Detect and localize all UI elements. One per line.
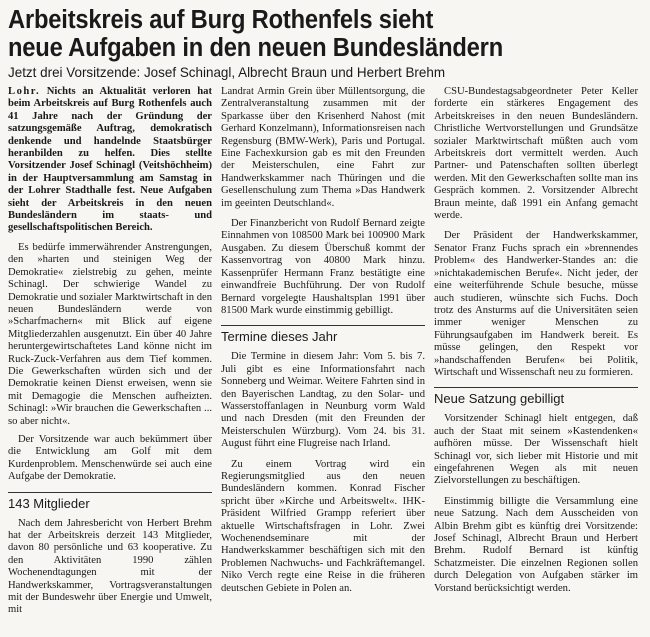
headline-line-2: neue Aufgaben in den neuen Bundesländern — [8, 34, 504, 62]
paragraph: Einstimmig billigte die Versammlung eine neue Satzung. Nach dem Ausscheiden von Albin Brehm gibt es künftig drei Vorsitzende: Josef Schinagl, Albrecht Braun und Herbert Brehm. Rudolf Bernard ist künftig Schatzmeister. Die einzelnen Regionen sollen durch Delegation von Aufgaben stärker im Vorstand berücksichtigt werden. — [434, 495, 638, 594]
section-heading: Neue Satzung gebilligt — [434, 387, 638, 407]
section-heading: 143 Mitglieder — [8, 492, 212, 512]
paragraph: Es bedürfe immerwährender Anstrengungen, den »harten und steinigen Weg der Demokratie« zielstrebig zu gehen, meinte Schinagl. Der schwierige Wandel zu Demokratie und sozialer Marktwirtschaft in den neuen Bundesländern werde von »Scharfmachern« mit Blick auf eigene Mitgliederzahlen ausgenutzt. Ein über 40 Jahre heruntergewirtschaftetes Land könne nicht im Ruck-Zuck-Verfahren aus dem Tief kommen. Die Gewerkschaften würden sich und der Demokratie keinen Dienst erweisen, wenn sie mit Demagogie die Menschen aufheizten. Schinagl: »Wir brauchen die Gewerkschaften ... so aber nicht«. — [8, 241, 212, 427]
paragraph: Der Finanzbericht von Rudolf Bernard zeigte Einnahmen von 108500 Mark bei 100900 Mark Ausgaben. Zu diesem Überschuß kommt der Kassenvortrag von 40800 Mark hinzu. Kassenprüfer Hermann Franz bestätigte eine einwandfreie Buchführung. Der von Rudolf Bernard vorgelegte Haushaltsplan 1991 über 81500 Mark wurde einstimmig gebilligt. — [221, 218, 425, 316]
section-heading: Termine dieses Jahr — [221, 325, 425, 345]
subheadline: Jetzt drei Vorsitzende: Josef Schinagl, Albrecht Braun und Herbert Brehm — [8, 64, 446, 80]
lead-paragraph — [8, 86, 212, 235]
dateline: Lohr. — [8, 86, 41, 97]
headline-line-1: Arbeitskreis auf Burg Rothenfels sieht — [8, 6, 434, 34]
paragraph: Der Vorsitzende war auch bekümmert über die Entwicklung am Golf mit dem Kurdenproblem. Menschenwürde sei auch eine Aufgabe der Demokratie. — [8, 433, 212, 483]
column-1 — [8, 86, 212, 617]
headline — [8, 6, 598, 62]
paragraph: Vorsitzender Schinagl hielt entgegen, daß auch der Staat mit seinem »Kastendenken« aufhören müsse. Der Wissenschaft hielt Schinagl vor, sich lieber mit Historie und mit eingefahrenen Wegen als mit neuen Zielvorstellungen zu beschäftigen. — [434, 413, 638, 487]
column-3 — [434, 86, 638, 617]
column-2 — [221, 86, 425, 617]
paragraph: CSU-Bundestagsabgeordneter Peter Keller forderte ein stärkeres Engagement des Arbeitskreises in den neuen Bundesländern. Christliche Wertvorstellungen und Grundsätze sozialer Marktwirtschaft müßten auch vom Arbeitskreis dort vermittelt werden. Auch Partner- und Patenschaften sollten überlegt werden. Mit den Gewerkschaften sollte man ins Gespräch kommen. 2. Vorsitzender Albrecht Braun meinte, daß 1991 ein Anfang gemacht werde. — [434, 86, 638, 222]
paragraph: Zu einem Vortrag wird ein Regierungsmitglied aus den neuen Bundesländern kommen. Konrad Fischer spricht über »Kirche und Arbeitswelt«. IHK-Präsident Wilfried Grampp referiert über aktuelle Wirtschaftsfragen in Lohr. Zwei Wochenendseminare mit der Handwerkskammer beschäftigen sich mit den Problemen Nachwuchs- und Fachkräftemangel. Niko Verch regte eine Reise in die früheren deutschen Gebiete in Polen an. — [221, 458, 425, 594]
paragraph: Die Termine in diesem Jahr: Vom 5. bis 7. Juli gibt es eine Informationsfahrt nach Sonneberg und Weimar. Weitere Fahrten sind in den Bayerischen Landtag, zu den Solar- und Wasserstoffanlagen in Neunburg vorm Wald und nach Dresden (mit den Freunden der Meisterschulen Würzburg). Vom 24. bis 31. August führt eine Flugreise nach Irland. — [221, 351, 425, 450]
paragraph: Der Präsident der Handwerkskammer, Senator Franz Fuchs sprach ein »brennendes Problem« des Handwerker-Standes an: die »nichtakademischen Berufe«. Nicht jeder, der eine weiterführende Schule besuche, müsse auch studieren, wünschte sich Fuchs. Doch trotz des Ansturms auf die Universitäten seien immer weniger Menschen zu Führungsaufgaben im Handwerk bereit. Es müsse gelingen, den Respekt vor »handschaffenden Berufen« bei Politik, Wirtschaft und Wissenschaft neu zu formieren. — [434, 230, 638, 378]
article-columns — [8, 86, 642, 617]
lead-text: Nichts an Aktualität verloren hat beim Arbeitskreis auf Burg Rothenfels auch 41 Jahre nach der Gründung der satzungsgemäße Auftrag, demokratisch denkende und handelnde Staatsbürger heranbilden zu helfen. Dies stellte Vorsitzender Josef Schinagl (Veitshöchheim) in der Hauptversammlung am Samstag in der Lohrer Stadthalle fest. Neue Aufgaben sieht der Arbeitskreis in den neuen Bundesländern im staats- und gesellschaftspolitischen Bereich. — [8, 86, 213, 234]
paragraph: Nach dem Jahresbericht von Herbert Brehm hat der Arbeitskreis derzeit 143 Mitglieder, davon 80 persönliche und 63 kooperative. Zu den Aktivitäten 1990 zählen Wochenendtagungen mit der Handwerkskammer, Vortragsveranstaltungen mit der Bundeswehr über Energie und Umwelt, mit — [8, 517, 212, 616]
paragraph: Landrat Armin Grein über Müllentsorgung, die Zentralveranstaltung zusammen mit der Sparkasse über den Krisenherd Nahost (mit Gerhard Konzelmann), Informationsreisen nach Regensburg (BMW-Werk), Paris und Portugal. Eine Fachexkursion gab es mit den Freunden der Meisterschulen, eine Fahrt zur Handwerkskammer nach Thüringen und die Gesellenschulung zum Thema »Das Handwerk im geeinten Deutschland«. — [221, 86, 425, 209]
